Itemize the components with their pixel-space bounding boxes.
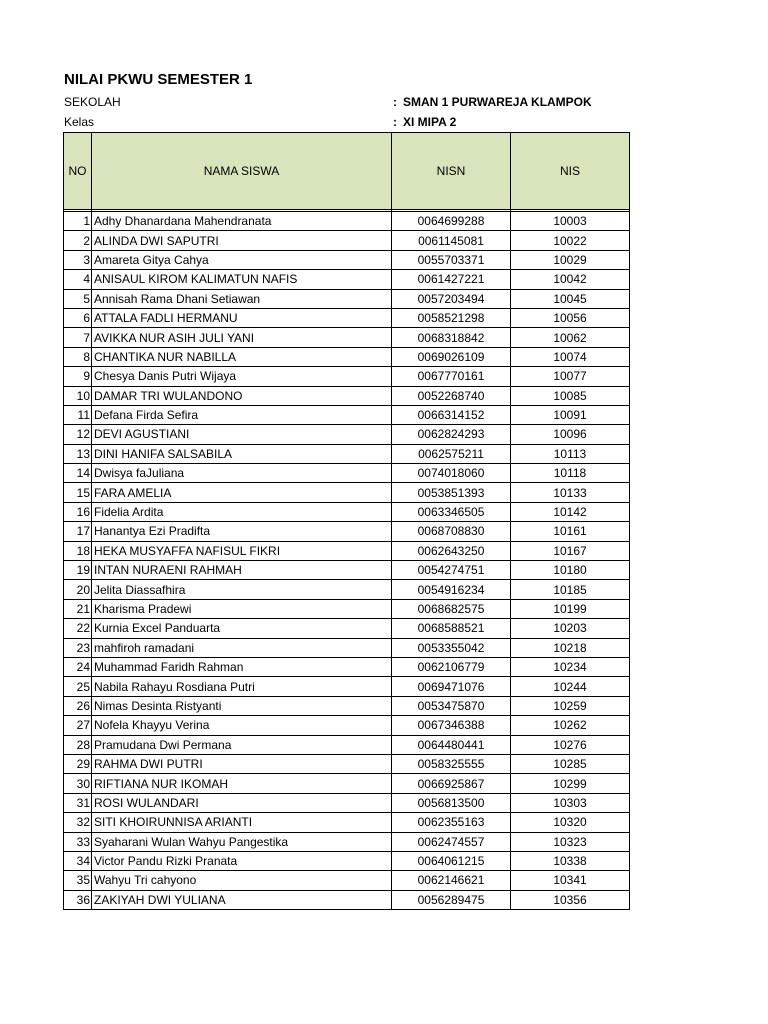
cell-nisn: 0053475870 (392, 696, 511, 715)
cell-nis: 10244 (511, 677, 630, 696)
cell-nis: 10180 (511, 561, 630, 580)
cell-no: 34 (64, 851, 92, 870)
cell-nis: 10320 (511, 813, 630, 832)
cell-nisn: 0062146621 (392, 871, 511, 890)
cell-nisn: 0055703371 (392, 250, 511, 269)
cell-nama: FARA AMELIA (92, 483, 392, 502)
table-row (64, 231, 630, 250)
table-row (64, 308, 630, 327)
cell-nama: INTAN NURAENI RAHMAH (92, 561, 392, 580)
table-row (64, 580, 630, 599)
cell-no: 14 (64, 464, 92, 483)
sekolah-colon: : (393, 95, 397, 109)
cell-nis: 10323 (511, 832, 630, 851)
cell-no: 16 (64, 502, 92, 521)
table-row (64, 483, 630, 502)
cell-nisn: 0066314152 (392, 405, 511, 424)
cell-no: 18 (64, 541, 92, 560)
table-row (64, 212, 630, 231)
table-row (64, 502, 630, 521)
cell-nama: Defana Firda Sefira (92, 405, 392, 424)
cell-nama: Nabila Rahayu Rosdiana Putri (92, 677, 392, 696)
cell-no: 4 (64, 270, 92, 289)
cell-nis: 10218 (511, 638, 630, 657)
cell-nis: 10045 (511, 289, 630, 308)
cell-nisn: 0052268740 (392, 386, 511, 405)
cell-no: 12 (64, 425, 92, 444)
kelas-label: Kelas (64, 115, 95, 129)
cell-nama: mahfiroh ramadani (92, 638, 392, 657)
table-row (64, 657, 630, 676)
cell-nisn: 0053851393 (392, 483, 511, 502)
cell-nama: Adhy Dhanardana Mahendranata (92, 212, 392, 231)
table-row (64, 289, 630, 308)
cell-nama: DINI HANIFA SALSABILA (92, 444, 392, 463)
cell-nama: DAMAR TRI WULANDONO (92, 386, 392, 405)
table-row (64, 754, 630, 773)
cell-no: 11 (64, 405, 92, 424)
cell-nis: 10338 (511, 851, 630, 870)
cell-nisn: 0064480441 (392, 735, 511, 754)
table-row (64, 774, 630, 793)
cell-nama: CHANTIKA NUR NABILLA (92, 347, 392, 366)
cell-nisn: 0058325555 (392, 754, 511, 773)
cell-no: 32 (64, 813, 92, 832)
cell-nis: 10161 (511, 522, 630, 541)
table-row (64, 813, 630, 832)
cell-no: 19 (64, 561, 92, 580)
cell-nisn: 0056289475 (392, 890, 511, 909)
cell-nis: 10234 (511, 657, 630, 676)
cell-nisn: 0063346505 (392, 502, 511, 521)
table-row (64, 541, 630, 560)
cell-no: 35 (64, 871, 92, 890)
cell-nama: Muhammad Faridh Rahman (92, 657, 392, 676)
cell-nis: 10091 (511, 405, 630, 424)
table-row (64, 347, 630, 366)
cell-nisn: 0062474557 (392, 832, 511, 851)
table-row (64, 425, 630, 444)
table-row (64, 832, 630, 851)
cell-nisn: 0068588521 (392, 619, 511, 638)
cell-nama: Pramudana Dwi Permana (92, 735, 392, 754)
table-body (64, 210, 630, 910)
cell-nis: 10303 (511, 793, 630, 812)
cell-nama: Kharisma Pradewi (92, 599, 392, 618)
table-row (64, 619, 630, 638)
cell-no: 31 (64, 793, 92, 812)
cell-nis: 10203 (511, 619, 630, 638)
table-row (64, 464, 630, 483)
cell-nisn: 0062824293 (392, 425, 511, 444)
kelas-value: XI MIPA 2 (403, 115, 457, 129)
table-header-row (64, 133, 630, 210)
cell-nisn: 0067346388 (392, 716, 511, 735)
cell-nis: 10056 (511, 308, 630, 327)
cell-nisn: 0061427221 (392, 270, 511, 289)
cell-no: 20 (64, 580, 92, 599)
cell-nisn: 0062355163 (392, 813, 511, 832)
cell-nis: 10062 (511, 328, 630, 347)
cell-no: 5 (64, 289, 92, 308)
cell-nis: 10262 (511, 716, 630, 735)
cell-nis: 10003 (511, 212, 630, 231)
cell-nama: RAHMA DWI PUTRI (92, 754, 392, 773)
cell-nama: Hanantya Ezi Pradifta (92, 522, 392, 541)
cell-nisn: 0056813500 (392, 793, 511, 812)
cell-no: 29 (64, 754, 92, 773)
cell-nama: Dwisya faJuliana (92, 464, 392, 483)
cell-nama: RIFTIANA NUR IKOMAH (92, 774, 392, 793)
cell-no: 26 (64, 696, 92, 715)
cell-nis: 10118 (511, 464, 630, 483)
cell-nisn: 0068682575 (392, 599, 511, 618)
cell-no: 30 (64, 774, 92, 793)
cell-nisn: 0068318842 (392, 328, 511, 347)
cell-nisn: 0054916234 (392, 580, 511, 599)
table-row (64, 561, 630, 580)
cell-nama: Syaharani Wulan Wahyu Pangestika (92, 832, 392, 851)
cell-nis: 10276 (511, 735, 630, 754)
cell-nis: 10259 (511, 696, 630, 715)
table-row (64, 696, 630, 715)
cell-nama: Nofela Khayyu Verina (92, 716, 392, 735)
table-row (64, 522, 630, 541)
table-row (64, 851, 630, 870)
cell-nama: Victor Pandu Rizki Pranata (92, 851, 392, 870)
cell-nisn: 0058521298 (392, 308, 511, 327)
cell-nama: Annisah Rama Dhani Setiawan (92, 289, 392, 308)
cell-no: 7 (64, 328, 92, 347)
cell-nisn: 0053355042 (392, 638, 511, 657)
cell-no: 17 (64, 522, 92, 541)
cell-nisn: 0074018060 (392, 464, 511, 483)
cell-nis: 10096 (511, 425, 630, 444)
cell-nis: 10029 (511, 250, 630, 269)
cell-nisn: 0062643250 (392, 541, 511, 560)
cell-nama: Fidelia Ardita (92, 502, 392, 521)
cell-nis: 10199 (511, 599, 630, 618)
cell-nis: 10167 (511, 541, 630, 560)
cell-nis: 10077 (511, 367, 630, 386)
cell-no: 21 (64, 599, 92, 618)
cell-nama: DEVI AGUSTIANI (92, 425, 392, 444)
cell-no: 27 (64, 716, 92, 735)
cell-nisn: 0066925867 (392, 774, 511, 793)
cell-no: 23 (64, 638, 92, 657)
table-row (64, 716, 630, 735)
document-title: NILAI PKWU SEMESTER 1 (64, 71, 253, 88)
cell-no: 25 (64, 677, 92, 696)
kelas-value-row (393, 115, 456, 129)
student-table (63, 132, 630, 910)
cell-nisn: 0069471076 (392, 677, 511, 696)
cell-nisn: 0057203494 (392, 289, 511, 308)
cell-nisn: 0054274751 (392, 561, 511, 580)
table-row (64, 677, 630, 696)
cell-nisn: 0067770161 (392, 367, 511, 386)
header-nis: NIS (511, 133, 630, 210)
cell-nama: Chesya Danis Putri Wijaya (92, 367, 392, 386)
sekolah-value-row (393, 95, 592, 109)
table-row (64, 735, 630, 754)
cell-no: 2 (64, 231, 92, 250)
table-row (64, 405, 630, 424)
header-no: NO (64, 133, 92, 210)
cell-nis: 10022 (511, 231, 630, 250)
cell-nama: Kurnia Excel Panduarta (92, 619, 392, 638)
cell-no: 9 (64, 367, 92, 386)
header-nama: NAMA SISWA (92, 133, 392, 210)
cell-nama: ZAKIYAH DWI YULIANA (92, 890, 392, 909)
cell-nama: ANISAUL KIROM KALIMATUN NAFIS (92, 270, 392, 289)
table-row (64, 250, 630, 269)
cell-nisn: 0062106779 (392, 657, 511, 676)
cell-nis: 10341 (511, 871, 630, 890)
cell-no: 24 (64, 657, 92, 676)
cell-nis: 10285 (511, 754, 630, 773)
cell-nama: ATTALA FADLI HERMANU (92, 308, 392, 327)
cell-no: 36 (64, 890, 92, 909)
cell-no: 10 (64, 386, 92, 405)
cell-nisn: 0064699288 (392, 212, 511, 231)
cell-nis: 10142 (511, 502, 630, 521)
header-nisn: NISN (392, 133, 511, 210)
cell-nis: 10042 (511, 270, 630, 289)
cell-nis: 10356 (511, 890, 630, 909)
cell-nis: 10074 (511, 347, 630, 366)
cell-nisn: 0068708830 (392, 522, 511, 541)
cell-no: 13 (64, 444, 92, 463)
cell-no: 1 (64, 212, 92, 231)
cell-nama: Wahyu Tri cahyono (92, 871, 392, 890)
cell-nisn: 0062575211 (392, 444, 511, 463)
cell-nis: 10085 (511, 386, 630, 405)
table-row (64, 890, 630, 909)
table-row (64, 386, 630, 405)
table-row (64, 599, 630, 618)
sekolah-value: SMAN 1 PURWAREJA KLAMPOK (403, 95, 592, 109)
cell-nis: 10299 (511, 774, 630, 793)
cell-nisn: 0061145081 (392, 231, 511, 250)
cell-nama: HEKA MUSYAFFA NAFISUL FIKRI (92, 541, 392, 560)
cell-no: 8 (64, 347, 92, 366)
cell-nama: SITI KHOIRUNNISA ARIANTI (92, 813, 392, 832)
table-row (64, 270, 630, 289)
cell-nis: 10133 (511, 483, 630, 502)
table-row (64, 367, 630, 386)
table-row (64, 871, 630, 890)
table-row (64, 444, 630, 463)
cell-nama: Amareta Gitya Cahya (92, 250, 392, 269)
cell-no: 15 (64, 483, 92, 502)
cell-nama: ALINDA DWI SAPUTRI (92, 231, 392, 250)
cell-no: 22 (64, 619, 92, 638)
cell-nisn: 0064061215 (392, 851, 511, 870)
cell-nama: Jelita Diassafhira (92, 580, 392, 599)
cell-no: 6 (64, 308, 92, 327)
table-row (64, 328, 630, 347)
table-row (64, 793, 630, 812)
cell-no: 28 (64, 735, 92, 754)
cell-nama: Nimas Desinta Ristyanti (92, 696, 392, 715)
cell-no: 33 (64, 832, 92, 851)
cell-nis: 10113 (511, 444, 630, 463)
cell-nama: ROSI WULANDARI (92, 793, 392, 812)
table-row (64, 638, 630, 657)
cell-no: 3 (64, 250, 92, 269)
cell-nis: 10185 (511, 580, 630, 599)
cell-nama: AVIKKA NUR ASIH JULI YANI (92, 328, 392, 347)
kelas-colon: : (393, 115, 397, 129)
sekolah-label: SEKOLAH (64, 95, 121, 109)
cell-nisn: 0069026109 (392, 347, 511, 366)
